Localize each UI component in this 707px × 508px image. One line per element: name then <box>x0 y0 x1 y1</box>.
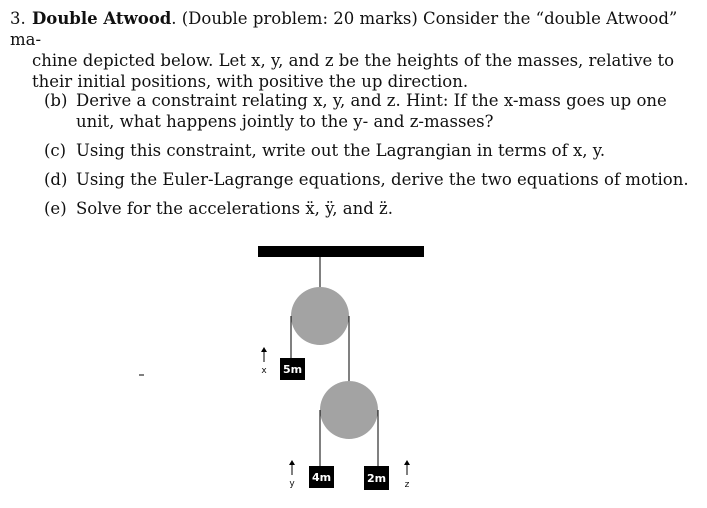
problem-intro-line1: . (Double problem: 20 marks) Consider the “double Atwood” ma- <box>10 9 678 49</box>
problem-number: 3. <box>10 9 26 28</box>
top-pulley <box>291 287 349 345</box>
axis-x-label: x <box>261 366 267 376</box>
axis-z-label: z <box>404 480 410 490</box>
lower-pulley <box>320 381 378 439</box>
subquestion-label: (d) <box>44 170 68 189</box>
ceiling-bar <box>258 246 424 257</box>
subquestion-text: Using this constraint, write out the Lagrangian in terms of x, y. <box>76 141 606 160</box>
axis-y-arrow <box>289 460 295 475</box>
subquestion-text: Solve for the accelerations ẍ, ÿ, and z̈. <box>76 199 393 218</box>
axis-z-arrow <box>404 460 410 475</box>
mass-z-label: 2m <box>366 472 387 485</box>
mass-y-label: 4m <box>311 471 332 484</box>
subquestion-label: (b) <box>44 91 68 110</box>
subquestion-label: (c) <box>44 141 67 160</box>
problem-title: Double Atwood <box>32 9 172 28</box>
subquestion-text: Derive a constraint relating x, y, and z. Hint: If the x-mass goes up one unit, what happens jointly to the y- and z-masses? <box>76 91 667 131</box>
subquestion-label: (e) <box>44 199 67 218</box>
subquestion-text: Using the Euler-Lagrange equations, derive the two equations of motion. <box>76 170 689 189</box>
mass-x-label: 5m <box>282 363 303 376</box>
axis-y-label: y <box>289 479 295 489</box>
problem-intro-rest: chine depicted below. Let x, y, and z be the heights of the masses, relative to their initial positions, with positive the up direction. <box>32 51 675 91</box>
axis-x-arrow <box>261 347 267 362</box>
